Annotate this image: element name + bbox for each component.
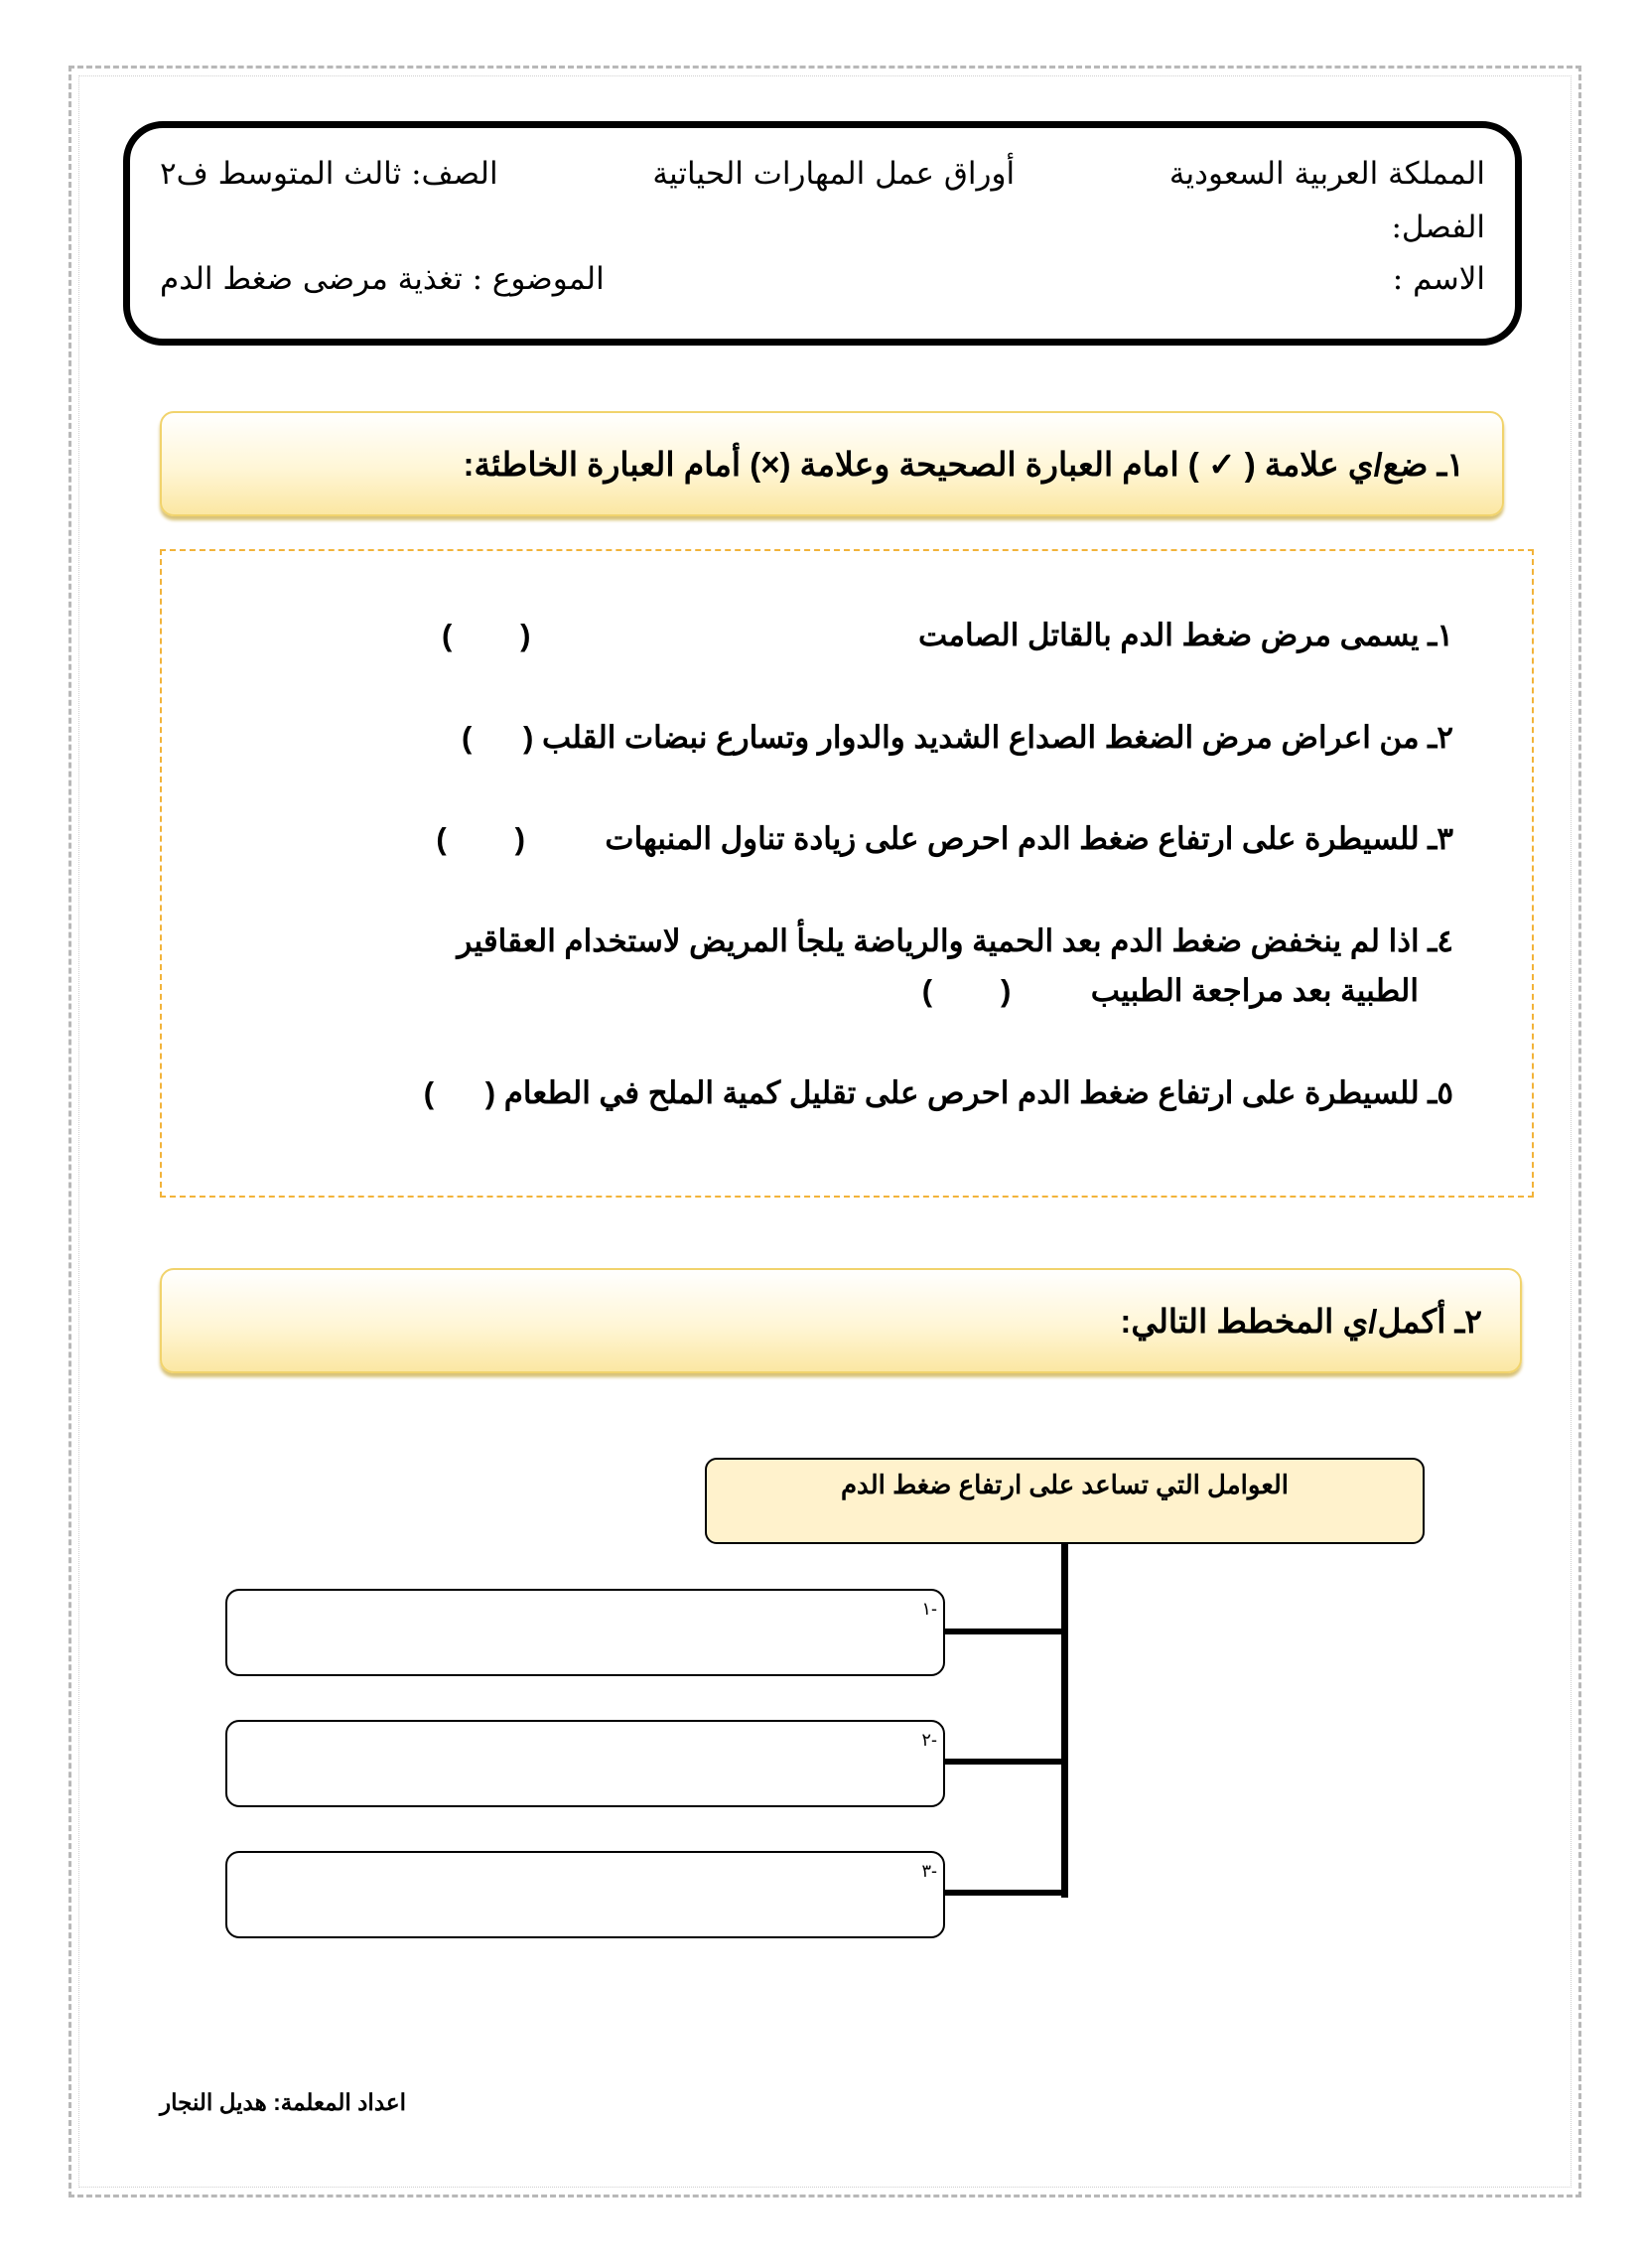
topic: الموضوع : تغذية مرضى ضغط الدم [160, 261, 605, 297]
diagram-title-box: العوامل التي تساعد على ارتفاع ضغط الدم [705, 1458, 1425, 1544]
question-2-title [160, 1268, 1522, 1373]
statement-1 [442, 618, 1453, 653]
question-2-title-text: ٢ـ أكمل/ي المخطط التالي: [1120, 1302, 1482, 1340]
answer-box-3[interactable] [225, 1851, 945, 1938]
worksheet-header [123, 121, 1522, 346]
answer-blank[interactable]: ( ) [423, 1075, 496, 1110]
connector-vertical [1061, 1544, 1068, 1898]
worksheet-title: أوراق عمل المهارات الحياتية [652, 156, 1016, 192]
question-1-title [160, 411, 1504, 516]
answer-box-1[interactable] [225, 1589, 945, 1676]
answer-box-2[interactable] [225, 1720, 945, 1807]
box-number: ١- [921, 1599, 937, 1619]
grade: الصف: ثالث المتوسط ف٢ [160, 156, 498, 192]
statement-3 [436, 821, 1453, 857]
statement-text: ٣ـ للسيطرة على ارتفاع ضغط الدم احرص على زيادة تناول المنبهات [605, 821, 1453, 856]
connector-3 [945, 1890, 1068, 1896]
connector-1 [945, 1629, 1068, 1634]
answer-blank[interactable]: ( ) [436, 821, 525, 856]
question-1-title-text: ١ـ ضع/ي علامة ( ✓ ) امام العبارة الصحيحة وعلامة (×) أمام العبارة الخاطئة: [463, 445, 1464, 483]
connector-2 [945, 1759, 1068, 1765]
statement-4 [457, 923, 1453, 959]
statement-2 [462, 720, 1453, 756]
answer-blank[interactable]: ( ) [921, 973, 1012, 1008]
answer-blank[interactable]: ( ) [461, 720, 534, 755]
statement-text: ٥ـ للسيطرة على ارتفاع ضغط الدم احرص على تقليل كمية الملح في الطعام [503, 1075, 1453, 1110]
teacher-credit: اعداد المعلمة: هديل النجار [160, 2089, 407, 2115]
name-label: الاسم : [1392, 261, 1485, 297]
box-number: ٢- [921, 1730, 937, 1750]
class-label: الفصل: [1391, 210, 1485, 245]
statement-text: ١ـ يسمى مرض ضغط الدم بالقاتل الصامت [917, 618, 1453, 652]
statement-text: ٤ـ اذا لم ينخفض ضغط الدم بعد الحمية والرياضة يلجأ المريض لاستخدام العقاقير [457, 923, 1453, 958]
statement-4-line-2 [922, 973, 1419, 1009]
statement-5 [424, 1075, 1453, 1111]
statement-text: الطبية بعد مراجعة الطبيب [1090, 973, 1419, 1008]
statement-text: ٢ـ من اعراض مرض الضغط الصداع الشديد والدوار وتسارع نبضات القلب [541, 720, 1453, 755]
box-number: ٣- [921, 1861, 937, 1881]
country: المملكة العربية السعودية [1168, 156, 1485, 192]
answer-blank[interactable]: ( ) [441, 618, 531, 652]
